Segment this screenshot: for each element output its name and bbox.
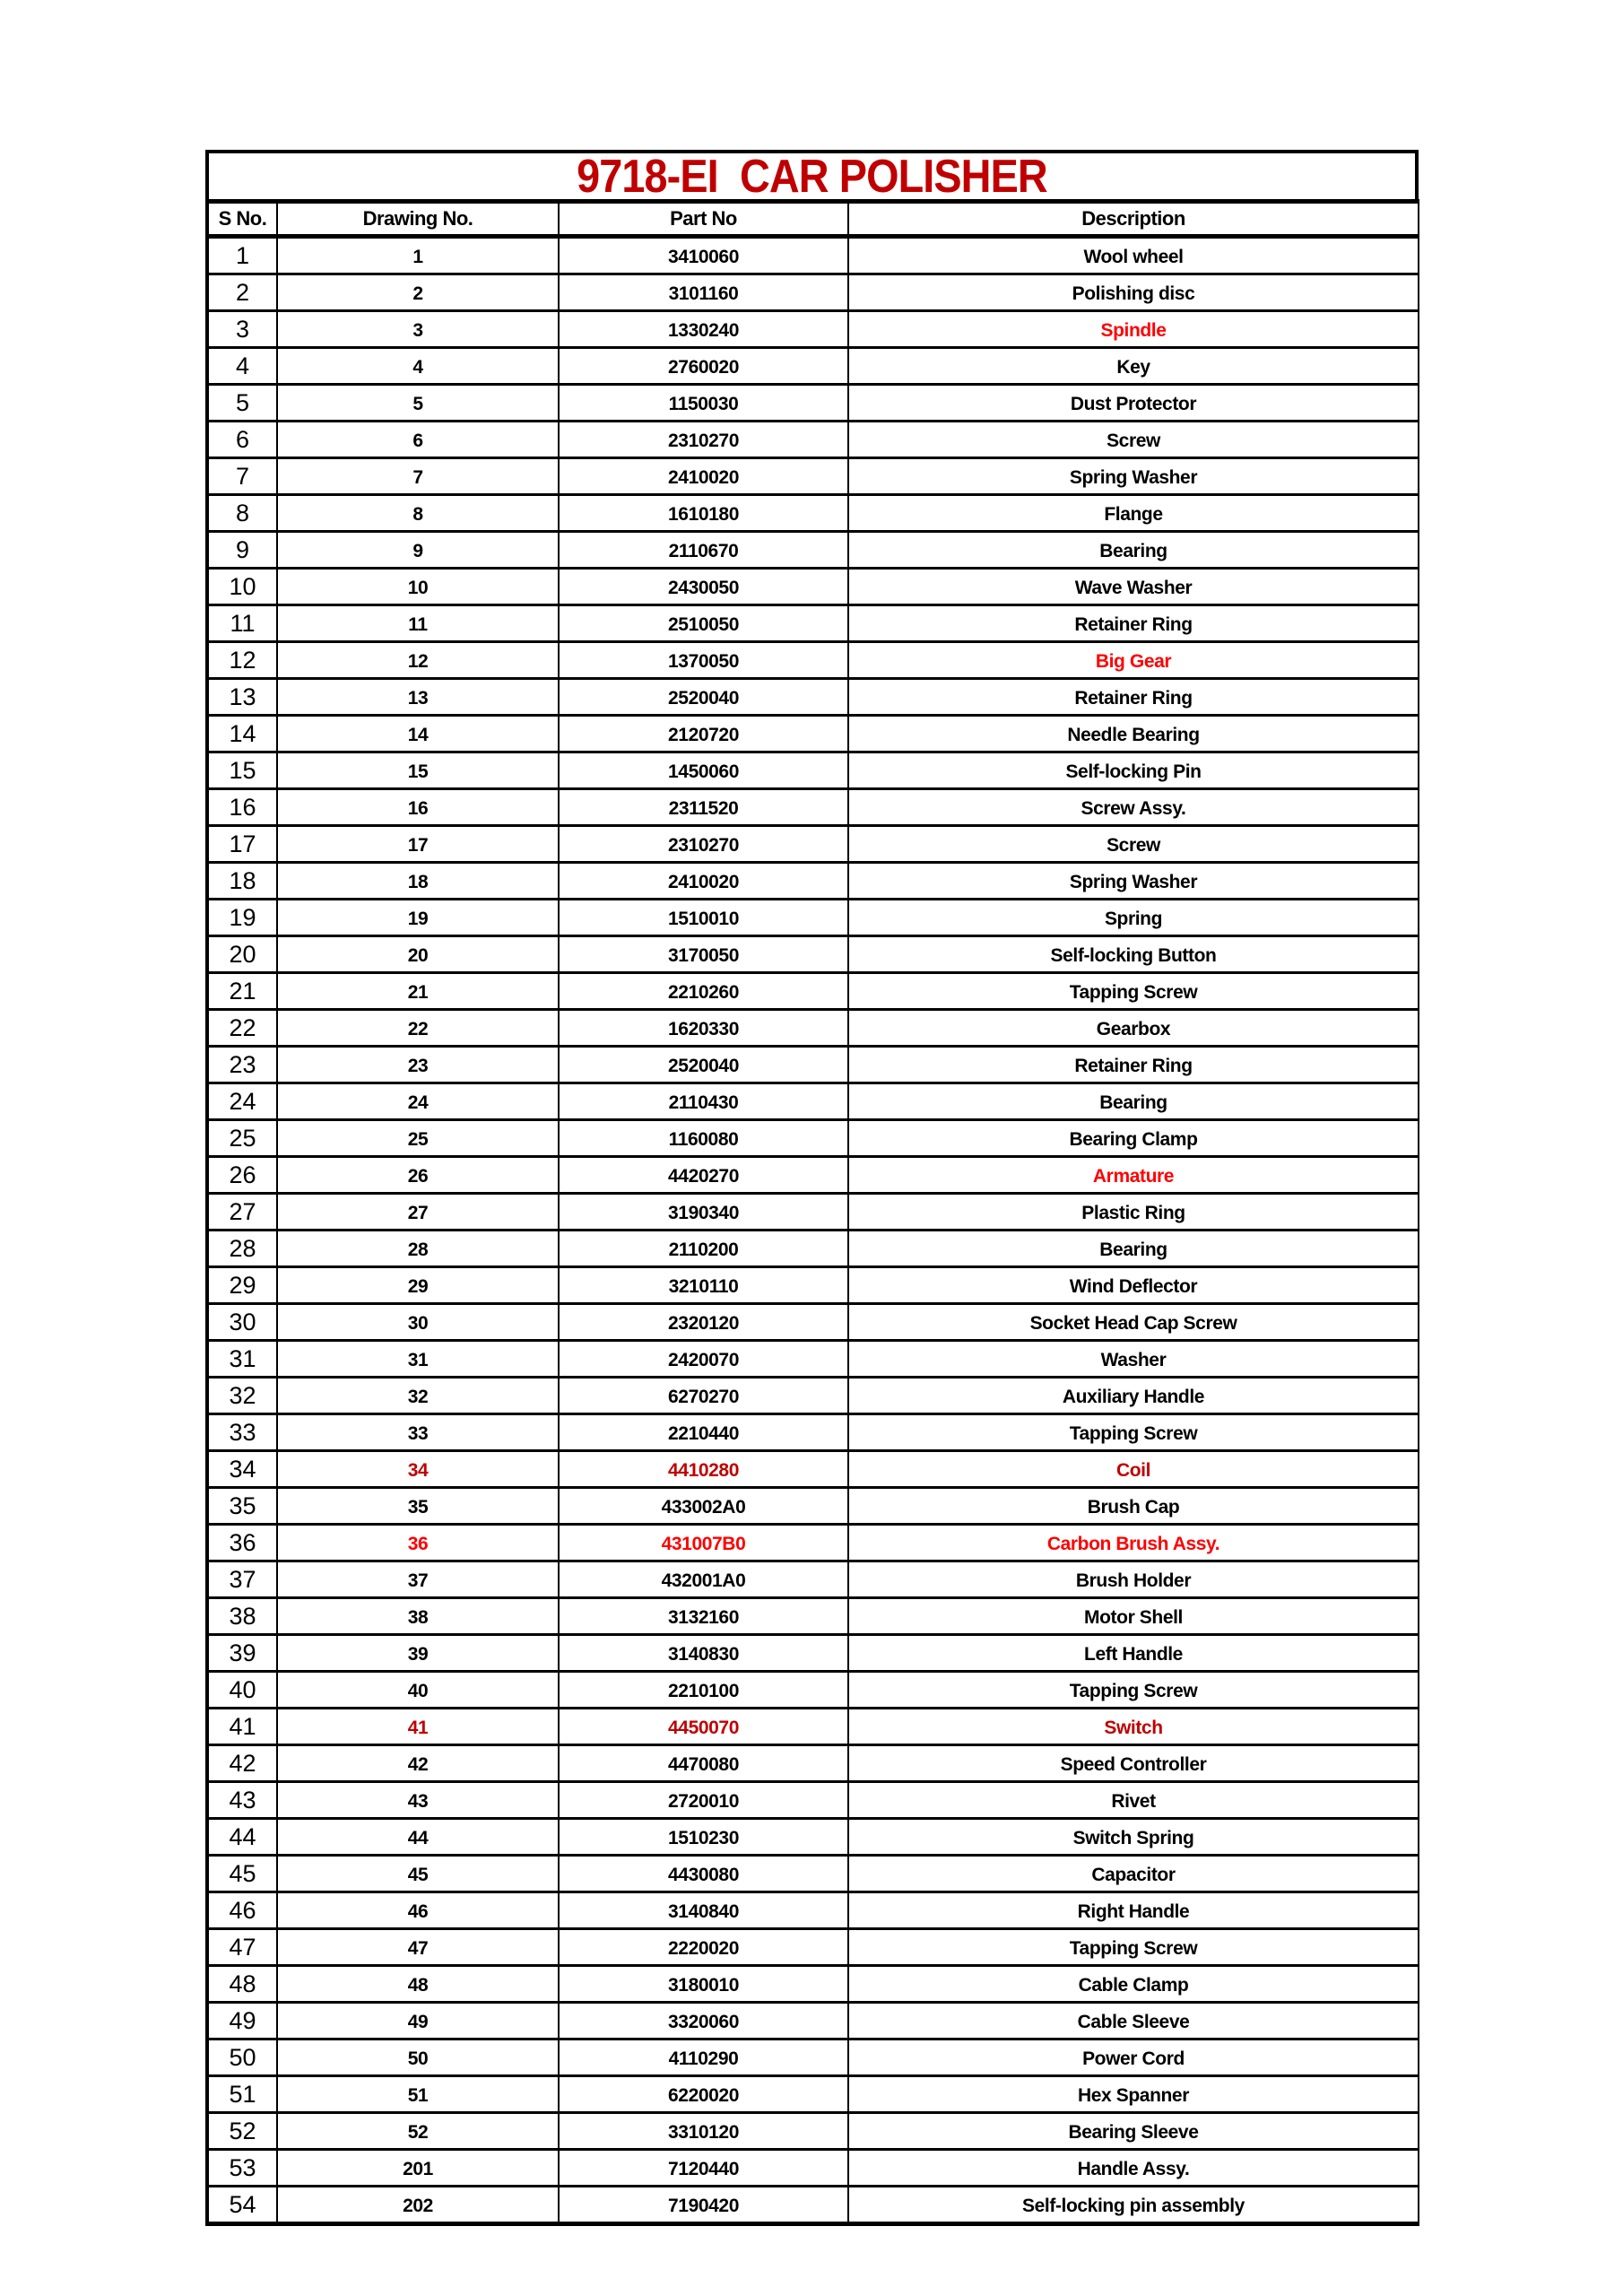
table-row — [207, 752, 1419, 789]
column-header-sno: S No. — [207, 202, 277, 237]
cell-description: Needle Bearing — [848, 716, 1419, 752]
cell-part-no: 2760020 — [559, 348, 848, 385]
cell-drawing-no: 14 — [277, 716, 559, 752]
cell-drawing-no: 7 — [277, 458, 559, 495]
cell-sno: 20 — [207, 936, 277, 973]
table-row — [207, 1194, 1419, 1231]
cell-sno: 9 — [207, 532, 277, 569]
cell-drawing-no: 44 — [277, 1819, 559, 1856]
cell-drawing-no: 202 — [277, 2187, 559, 2224]
table-row — [207, 422, 1419, 458]
cell-part-no: 1510010 — [559, 900, 848, 936]
cell-sno: 38 — [207, 1598, 277, 1635]
cell-description: Bearing — [848, 1231, 1419, 1267]
cell-part-no: 1160080 — [559, 1120, 848, 1157]
cell-drawing-no: 38 — [277, 1598, 559, 1635]
cell-description: Plastic Ring — [848, 1194, 1419, 1231]
cell-part-no: 7120440 — [559, 2150, 848, 2187]
cell-description: Self-locking Pin — [848, 752, 1419, 789]
table-row — [207, 569, 1419, 605]
cell-drawing-no: 32 — [277, 1378, 559, 1414]
cell-part-no: 2510050 — [559, 605, 848, 642]
cell-description: Tapping Screw — [848, 973, 1419, 1010]
cell-sno: 36 — [207, 1525, 277, 1561]
table-row — [207, 826, 1419, 863]
table-row — [207, 900, 1419, 936]
cell-description: Hex Spanner — [848, 2076, 1419, 2113]
cell-part-no: 1620330 — [559, 1010, 848, 1047]
cell-drawing-no: 9 — [277, 532, 559, 569]
cell-description: Switch Spring — [848, 1819, 1419, 1856]
cell-sno: 48 — [207, 1966, 277, 2003]
table-row — [207, 1525, 1419, 1561]
table-row — [207, 1782, 1419, 1819]
cell-sno: 2 — [207, 274, 277, 311]
cell-part-no: 3410060 — [559, 237, 848, 274]
table-row — [207, 2003, 1419, 2039]
cell-sno: 15 — [207, 752, 277, 789]
cell-part-no: 1330240 — [559, 311, 848, 348]
cell-description: Spring Washer — [848, 458, 1419, 495]
cell-part-no: 4430080 — [559, 1856, 848, 1892]
table-row — [207, 679, 1419, 716]
table-row — [207, 1010, 1419, 1047]
cell-description: Cable Clamp — [848, 1966, 1419, 2003]
table-row — [207, 1120, 1419, 1157]
cell-sno: 6 — [207, 422, 277, 458]
cell-drawing-no: 13 — [277, 679, 559, 716]
cell-drawing-no: 5 — [277, 385, 559, 422]
cell-part-no: 3170050 — [559, 936, 848, 973]
table-row — [207, 936, 1419, 973]
table-row — [207, 311, 1419, 348]
cell-description: Socket Head Cap Screw — [848, 1304, 1419, 1341]
title-cell — [205, 150, 1419, 203]
cell-drawing-no: 22 — [277, 1010, 559, 1047]
table-row — [207, 716, 1419, 752]
table-row — [207, 1709, 1419, 1745]
table-row — [207, 1047, 1419, 1083]
page-title: 9718-EI CAR POLISHER — [577, 150, 1047, 203]
cell-description: Flange — [848, 495, 1419, 532]
cell-drawing-no: 41 — [277, 1709, 559, 1745]
cell-drawing-no: 48 — [277, 1966, 559, 2003]
table-row — [207, 1451, 1419, 1488]
cell-sno: 14 — [207, 716, 277, 752]
cell-sno: 31 — [207, 1341, 277, 1378]
cell-sno: 54 — [207, 2187, 277, 2224]
cell-drawing-no: 52 — [277, 2113, 559, 2150]
cell-sno: 16 — [207, 789, 277, 826]
cell-sno: 44 — [207, 1819, 277, 1856]
cell-description: Cable Sleeve — [848, 2003, 1419, 2039]
cell-part-no: 2110670 — [559, 532, 848, 569]
cell-drawing-no: 20 — [277, 936, 559, 973]
cell-sno: 7 — [207, 458, 277, 495]
cell-part-no: 7190420 — [559, 2187, 848, 2224]
cell-drawing-no: 8 — [277, 495, 559, 532]
cell-drawing-no: 33 — [277, 1414, 559, 1451]
cell-description: Spring Washer — [848, 863, 1419, 900]
table-body — [207, 237, 1419, 2224]
table-row — [207, 1341, 1419, 1378]
cell-part-no: 1610180 — [559, 495, 848, 532]
cell-drawing-no: 50 — [277, 2039, 559, 2076]
cell-sno: 34 — [207, 1451, 277, 1488]
cell-description: Screw — [848, 826, 1419, 863]
cell-drawing-no: 49 — [277, 2003, 559, 2039]
cell-drawing-no: 30 — [277, 1304, 559, 1341]
cell-sno: 37 — [207, 1561, 277, 1598]
cell-sno: 8 — [207, 495, 277, 532]
table-row — [207, 1231, 1419, 1267]
cell-description: Power Cord — [848, 2039, 1419, 2076]
cell-description: Retainer Ring — [848, 1047, 1419, 1083]
table-row — [207, 385, 1419, 422]
cell-description: Big Gear — [848, 642, 1419, 679]
table-row — [207, 605, 1419, 642]
cell-part-no: 6270270 — [559, 1378, 848, 1414]
cell-sno: 53 — [207, 2150, 277, 2187]
cell-part-no: 2310270 — [559, 826, 848, 863]
cell-sno: 45 — [207, 1856, 277, 1892]
cell-part-no: 1510230 — [559, 1819, 848, 1856]
cell-part-no: 2410020 — [559, 863, 848, 900]
table-row — [207, 2039, 1419, 2076]
cell-sno: 43 — [207, 1782, 277, 1819]
cell-drawing-no: 15 — [277, 752, 559, 789]
cell-drawing-no: 31 — [277, 1341, 559, 1378]
cell-description: Self-locking Button — [848, 936, 1419, 973]
table-row — [207, 1157, 1419, 1194]
cell-drawing-no: 19 — [277, 900, 559, 936]
cell-sno: 5 — [207, 385, 277, 422]
table-row — [207, 1672, 1419, 1709]
cell-description: Right Handle — [848, 1892, 1419, 1929]
table-row — [207, 348, 1419, 385]
table-row — [207, 532, 1419, 569]
cell-drawing-no: 11 — [277, 605, 559, 642]
cell-description: Bearing — [848, 1083, 1419, 1120]
cell-part-no: 3140830 — [559, 1635, 848, 1672]
cell-drawing-no: 35 — [277, 1488, 559, 1525]
cell-part-no: 2210100 — [559, 1672, 848, 1709]
cell-part-no: 3132160 — [559, 1598, 848, 1635]
cell-part-no: 6220020 — [559, 2076, 848, 2113]
cell-drawing-no: 25 — [277, 1120, 559, 1157]
cell-part-no: 2311520 — [559, 789, 848, 826]
table-row — [207, 1892, 1419, 1929]
cell-sno: 19 — [207, 900, 277, 936]
table-row — [207, 1561, 1419, 1598]
table-row — [207, 1929, 1419, 1966]
table-row — [207, 973, 1419, 1010]
cell-sno: 3 — [207, 311, 277, 348]
cell-sno: 17 — [207, 826, 277, 863]
table-row — [207, 458, 1419, 495]
cell-sno: 18 — [207, 863, 277, 900]
cell-part-no: 2720010 — [559, 1782, 848, 1819]
cell-part-no: 3310120 — [559, 2113, 848, 2150]
table-row — [207, 274, 1419, 311]
cell-drawing-no: 51 — [277, 2076, 559, 2113]
parts-table — [205, 199, 1419, 2226]
table-row — [207, 1267, 1419, 1304]
cell-sno: 10 — [207, 569, 277, 605]
cell-sno: 52 — [207, 2113, 277, 2150]
cell-description: Bearing Sleeve — [848, 2113, 1419, 2150]
table-row — [207, 863, 1419, 900]
cell-part-no: 432001A0 — [559, 1561, 848, 1598]
cell-drawing-no: 47 — [277, 1929, 559, 1966]
cell-part-no: 1150030 — [559, 385, 848, 422]
table-row — [207, 1819, 1419, 1856]
cell-drawing-no: 27 — [277, 1194, 559, 1231]
cell-part-no: 1450060 — [559, 752, 848, 789]
cell-sno: 29 — [207, 1267, 277, 1304]
cell-description: Screw Assy. — [848, 789, 1419, 826]
cell-part-no: 2320120 — [559, 1304, 848, 1341]
cell-drawing-no: 21 — [277, 973, 559, 1010]
cell-description: Retainer Ring — [848, 679, 1419, 716]
cell-description: Bearing — [848, 532, 1419, 569]
cell-drawing-no: 28 — [277, 1231, 559, 1267]
table-row — [207, 1856, 1419, 1892]
cell-sno: 12 — [207, 642, 277, 679]
cell-description: Capacitor — [848, 1856, 1419, 1892]
table-row — [207, 1966, 1419, 2003]
cell-drawing-no: 23 — [277, 1047, 559, 1083]
cell-drawing-no: 43 — [277, 1782, 559, 1819]
cell-part-no: 2520040 — [559, 1047, 848, 1083]
cell-sno: 23 — [207, 1047, 277, 1083]
cell-drawing-no: 16 — [277, 789, 559, 826]
table-row — [207, 495, 1419, 532]
table-row — [207, 1488, 1419, 1525]
cell-drawing-no: 40 — [277, 1672, 559, 1709]
cell-description: Switch — [848, 1709, 1419, 1745]
cell-sno: 13 — [207, 679, 277, 716]
cell-description: Armature — [848, 1157, 1419, 1194]
cell-sno: 49 — [207, 2003, 277, 2039]
cell-sno: 32 — [207, 1378, 277, 1414]
cell-sno: 47 — [207, 1929, 277, 1966]
table-row — [207, 2076, 1419, 2113]
cell-description: Wind Deflector — [848, 1267, 1419, 1304]
cell-description: Handle Assy. — [848, 2150, 1419, 2187]
cell-sno: 46 — [207, 1892, 277, 1929]
cell-sno: 21 — [207, 973, 277, 1010]
cell-sno: 40 — [207, 1672, 277, 1709]
table-row — [207, 1083, 1419, 1120]
cell-drawing-no: 201 — [277, 2150, 559, 2187]
cell-drawing-no: 17 — [277, 826, 559, 863]
parts-list-sheet — [205, 150, 1419, 2226]
cell-part-no: 2310270 — [559, 422, 848, 458]
cell-sno: 24 — [207, 1083, 277, 1120]
cell-drawing-no: 3 — [277, 311, 559, 348]
cell-sno: 26 — [207, 1157, 277, 1194]
cell-sno: 51 — [207, 2076, 277, 2113]
cell-part-no: 2410020 — [559, 458, 848, 495]
table-row — [207, 1304, 1419, 1341]
cell-description: Gearbox — [848, 1010, 1419, 1047]
cell-part-no: 3320060 — [559, 2003, 848, 2039]
cell-sno: 22 — [207, 1010, 277, 1047]
cell-drawing-no: 46 — [277, 1892, 559, 1929]
cell-part-no: 2430050 — [559, 569, 848, 605]
column-header-drawing: Drawing No. — [277, 202, 559, 237]
cell-description: Retainer Ring — [848, 605, 1419, 642]
cell-part-no: 4470080 — [559, 1745, 848, 1782]
cell-part-no: 2120720 — [559, 716, 848, 752]
cell-sno: 4 — [207, 348, 277, 385]
cell-sno: 1 — [207, 237, 277, 274]
cell-part-no: 4420270 — [559, 1157, 848, 1194]
cell-description: Wave Washer — [848, 569, 1419, 605]
cell-sno: 35 — [207, 1488, 277, 1525]
cell-description: Speed Controller — [848, 1745, 1419, 1782]
cell-sno: 11 — [207, 605, 277, 642]
table-row — [207, 642, 1419, 679]
cell-drawing-no: 4 — [277, 348, 559, 385]
cell-drawing-no: 12 — [277, 642, 559, 679]
cell-sno: 30 — [207, 1304, 277, 1341]
cell-drawing-no: 37 — [277, 1561, 559, 1598]
cell-drawing-no: 10 — [277, 569, 559, 605]
cell-part-no: 4450070 — [559, 1709, 848, 1745]
cell-part-no: 3140840 — [559, 1892, 848, 1929]
cell-description: Tapping Screw — [848, 1672, 1419, 1709]
cell-description: Bearing Clamp — [848, 1120, 1419, 1157]
cell-drawing-no: 6 — [277, 422, 559, 458]
cell-drawing-no: 34 — [277, 1451, 559, 1488]
cell-description: Self-locking pin assembly — [848, 2187, 1419, 2224]
table-row — [207, 789, 1419, 826]
cell-part-no: 2520040 — [559, 679, 848, 716]
cell-description: Carbon Brush Assy. — [848, 1525, 1419, 1561]
cell-drawing-no: 39 — [277, 1635, 559, 1672]
cell-description: Screw — [848, 422, 1419, 458]
cell-part-no: 433002A0 — [559, 1488, 848, 1525]
table-row — [207, 1378, 1419, 1414]
cell-description: Key — [848, 348, 1419, 385]
cell-description: Spring — [848, 900, 1419, 936]
cell-description: Tapping Screw — [848, 1414, 1419, 1451]
table-row — [207, 1745, 1419, 1782]
table-row — [207, 2150, 1419, 2187]
cell-description: Motor Shell — [848, 1598, 1419, 1635]
cell-part-no: 2110200 — [559, 1231, 848, 1267]
cell-description: Spindle — [848, 311, 1419, 348]
cell-description: Brush Cap — [848, 1488, 1419, 1525]
cell-part-no: 3210110 — [559, 1267, 848, 1304]
cell-sno: 28 — [207, 1231, 277, 1267]
cell-part-no: 2220020 — [559, 1929, 848, 1966]
cell-description: Rivet — [848, 1782, 1419, 1819]
cell-drawing-no: 42 — [277, 1745, 559, 1782]
cell-sno: 50 — [207, 2039, 277, 2076]
cell-drawing-no: 2 — [277, 274, 559, 311]
cell-drawing-no: 36 — [277, 1525, 559, 1561]
cell-drawing-no: 26 — [277, 1157, 559, 1194]
cell-part-no: 3180010 — [559, 1966, 848, 2003]
cell-description: Coil — [848, 1451, 1419, 1488]
cell-description: Brush Holder — [848, 1561, 1419, 1598]
cell-part-no: 4110290 — [559, 2039, 848, 2076]
cell-description: Wool wheel — [848, 237, 1419, 274]
table-row — [207, 1598, 1419, 1635]
table-row — [207, 237, 1419, 274]
cell-part-no: 431007B0 — [559, 1525, 848, 1561]
column-header-part: Part No — [559, 202, 848, 237]
table-row — [207, 1635, 1419, 1672]
cell-part-no: 2210440 — [559, 1414, 848, 1451]
cell-description: Dust Protector — [848, 385, 1419, 422]
column-header-description: Description — [848, 202, 1419, 237]
cell-drawing-no: 24 — [277, 1083, 559, 1120]
cell-description: Polishing disc — [848, 274, 1419, 311]
cell-part-no: 3101160 — [559, 274, 848, 311]
cell-drawing-no: 1 — [277, 237, 559, 274]
cell-sno: 39 — [207, 1635, 277, 1672]
cell-part-no: 2420070 — [559, 1341, 848, 1378]
cell-part-no: 1370050 — [559, 642, 848, 679]
cell-sno: 33 — [207, 1414, 277, 1451]
header-row — [207, 202, 1419, 237]
cell-drawing-no: 29 — [277, 1267, 559, 1304]
cell-part-no: 2110430 — [559, 1083, 848, 1120]
cell-sno: 25 — [207, 1120, 277, 1157]
cell-part-no: 4410280 — [559, 1451, 848, 1488]
cell-part-no: 2210260 — [559, 973, 848, 1010]
table-row — [207, 1414, 1419, 1451]
cell-drawing-no: 18 — [277, 863, 559, 900]
cell-description: Left Handle — [848, 1635, 1419, 1672]
cell-description: Auxiliary Handle — [848, 1378, 1419, 1414]
table-row — [207, 2187, 1419, 2224]
cell-description: Washer — [848, 1341, 1419, 1378]
cell-part-no: 3190340 — [559, 1194, 848, 1231]
cell-sno: 27 — [207, 1194, 277, 1231]
cell-sno: 41 — [207, 1709, 277, 1745]
cell-drawing-no: 45 — [277, 1856, 559, 1892]
table-row — [207, 2113, 1419, 2150]
cell-sno: 42 — [207, 1745, 277, 1782]
cell-description: Tapping Screw — [848, 1929, 1419, 1966]
